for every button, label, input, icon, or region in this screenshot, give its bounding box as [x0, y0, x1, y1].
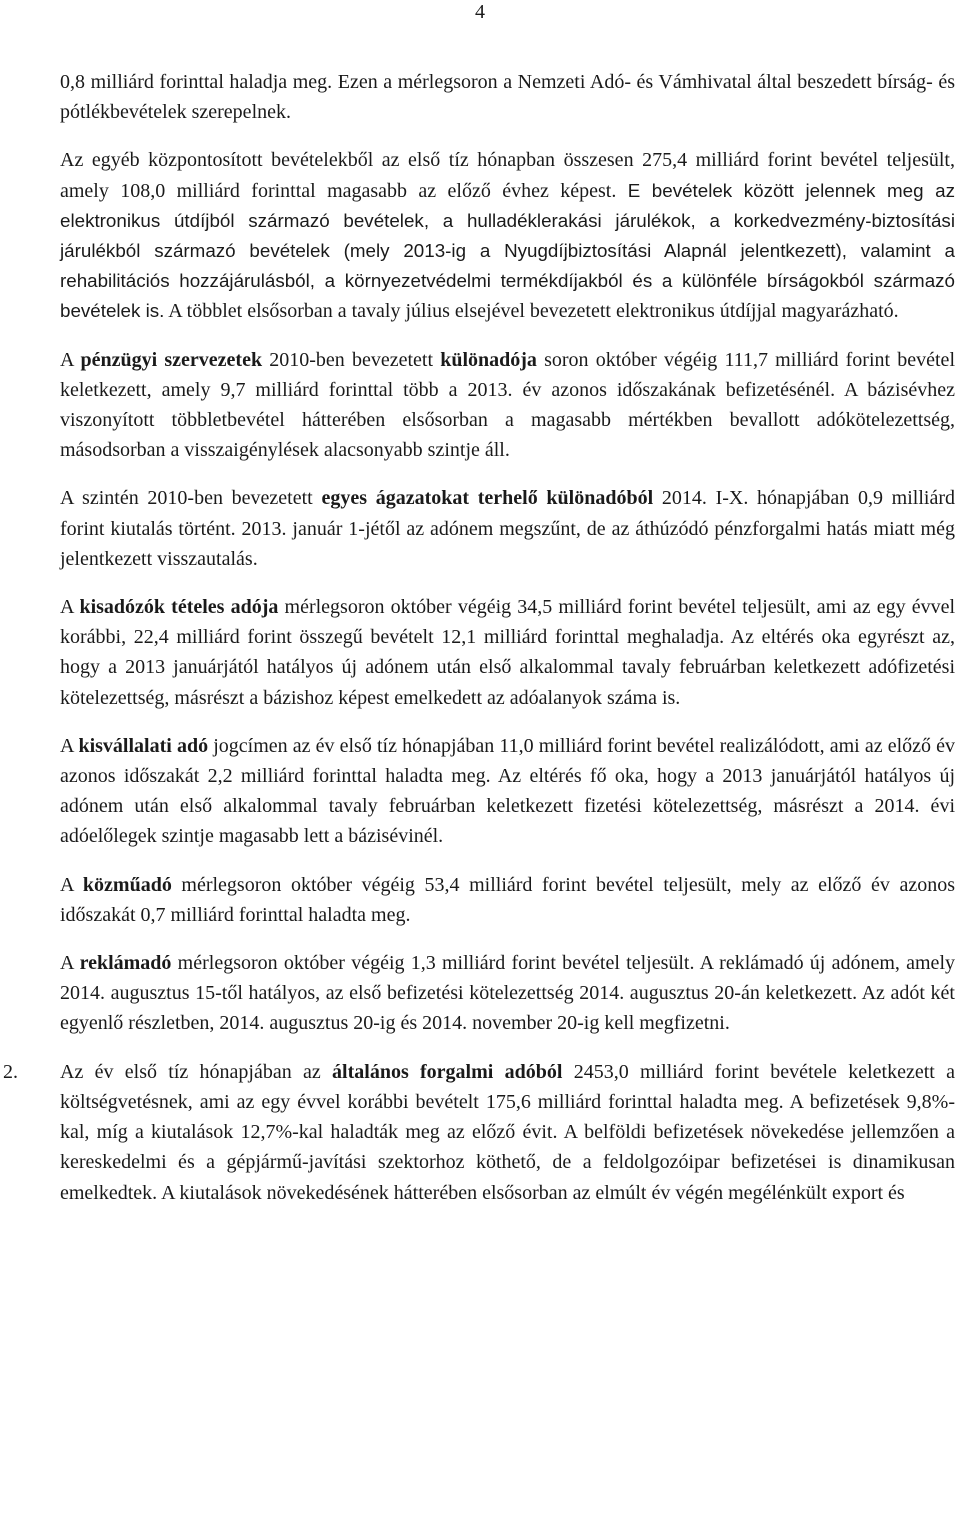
paragraph-text: Az egyéb központosított bevételekből az első tíz hónapban összesen 275,4 milliárd forint bevétel teljesült, amely 108,0 milliárd forinttal magasabb az előző évhez képest.	[60, 149, 955, 202]
paragraph-kata-tax	[60, 592, 955, 713]
paragraph-other-centralized-revenue	[60, 145, 955, 326]
paragraph-financial-institutions-tax	[60, 345, 955, 466]
document-body	[3, 67, 956, 1208]
paragraph-text: mérlegsoron október végéig 34,5 milliárd forint bevétel teljesült, ami az egy évvel korábbi, 22,4 milliárd forint összegű bevételt 12,1 milliárd forinttal meghaladja. Az eltérés oka egyrészt az, hogy a 2013 januárjától hatályos új adónem után első alkalommal tavaly februárban keletkezett adófizetési kötelezettség, másrészt a bázishoz képest emelkedett az adóalanyok száma is.	[60, 596, 956, 709]
paragraph-small-business-tax	[60, 731, 955, 852]
paragraph-advertising-tax	[60, 948, 955, 1039]
paragraph-text: A	[60, 873, 83, 896]
paragraph-text: A	[60, 596, 80, 619]
paragraph-text: A	[60, 952, 80, 975]
paragraph-text: jogcímen az év első tíz hónapjában 11,0 milliárd forint bevétel realizálódott, ami az előző év azonos időszakát 2,2 milliárd forinttal haladta meg. Az eltérés fő oka, hogy a 2013 januárjától hatályos új adónem után első alkalommal tavaly februárban keletkezett fizetési kötelezettség, másrészt a 2014. évi adóelőlegek szintje magasabb lett a bázisévinél.	[60, 734, 955, 848]
paragraph-text: A szintén 2010-ben bevezetett	[60, 487, 322, 510]
paragraph-text: 2453,0 milliárd forint bevétele keletkezett a költségvetésnek, ami az egy évvel korábbi bevételt 175,6 milliárd forinttal haladta meg. A befizetések 9,8%-kal, míg a kiutalások 12,7%-kal haladták meg az előző évit. A belföldi befizetések növekedése jellemzően a kereskedelmi és a gépjármű-javítási szektorhoz köthető, de a feldolgozóipar befizetései is dinamikusan emelkedtek. A kiutalások növekedésének hátterében elsősorban az elmúlt év végén megélénkült export és	[60, 1060, 955, 1204]
paragraph-utility-tax	[60, 870, 955, 930]
bold-term: pénzügyi szervezetek	[80, 348, 263, 371]
bold-term: kisadózók tételes adója	[79, 596, 279, 619]
bold-term: különadója	[440, 348, 537, 371]
page-number: 4	[475, 1, 485, 23]
paragraph-text: mérlegsoron október végéig 1,3 milliárd forint bevétel teljesült. A reklámadó új adónem, amely 2014. augusztus 15-től hatályos, az első befizetési kötelezettség 2014. augusztus 20-án keletkezett. Az adót két egyenlő részletben, 2014. augusztus 20-ig és 2014. november 20-ig kell megfizetni.	[60, 952, 955, 1035]
paragraph-text: soron október végéig 111,7 milliárd forint bevétel keletkezett, amely 9,7 milliárd forinttal több a 2013. év azonos időszakának befizetésénél. A bázisévhez viszonyított többletbevétel hátterében elsősorban a magasabb mértékben bevallott adókötelezettség, másodsorban a visszaigénylések alacsonyabb szintje áll.	[60, 348, 955, 462]
paragraph-text-sans: E bevételek között jelennek meg az elektronikus útdíjból származó bevételek, a hulladéklerakási járulékok, a korkedvezmény-biztosítási járulékból származó bevételek (mely 2013-ig a Nyugdíjbiztosítási Alapnál jelentkezett), valamint a rehabilitációs hozzájárulásból, a környezetvédelmi termékdíjakból és a különféle bírságokból származó bevételek is.	[60, 179, 955, 322]
paragraph-text: A	[60, 348, 81, 371]
bold-term: általános forgalmi adóból	[332, 1060, 563, 1083]
paragraph-text: 2014. I-X. hónapjában 0,9 milliárd forint kiutalás történt. 2013. január 1-jétől az adónem megszűnt, de az áthúzódó pénzforgalmi hatás miatt még jelentkezett visszautalás.	[60, 487, 955, 570]
paragraph-text: A többlet elsősorban a tavaly július elsejével bevezetett elektronikus útdíjjal magyarázható.	[164, 300, 899, 323]
paragraph-text: Az év első tíz hónapjában az	[60, 1060, 333, 1083]
bold-term: közműadó	[82, 873, 172, 896]
paragraph-fines-revenue: 0,8 milliárd forinttal haladja meg. Ezen a mérlegsoron a Nemzeti Adó- és Vámhivatal által beszedett bírság- és pótlékbevételek szerepelnek.	[60, 71, 955, 124]
bold-term: kisvállalati adó	[78, 734, 209, 757]
paragraph-text: 2010-ben bevezetett	[262, 348, 441, 371]
bold-term: reklámadó	[79, 952, 172, 975]
paragraph-text: mérlegsoron október végéig 53,4 milliárd forint bevétel teljesült, mely az előző év azonos időszakát 0,7 milliárd forinttal haladta meg.	[60, 873, 955, 926]
paragraph-vat	[3, 1057, 955, 1208]
paragraph-text: A	[60, 734, 79, 757]
paragraph-sector-special-tax	[60, 483, 955, 574]
bold-term: egyes ágazatokat terhelő különadóból	[321, 487, 654, 510]
list-number: 2.	[3, 1060, 18, 1083]
